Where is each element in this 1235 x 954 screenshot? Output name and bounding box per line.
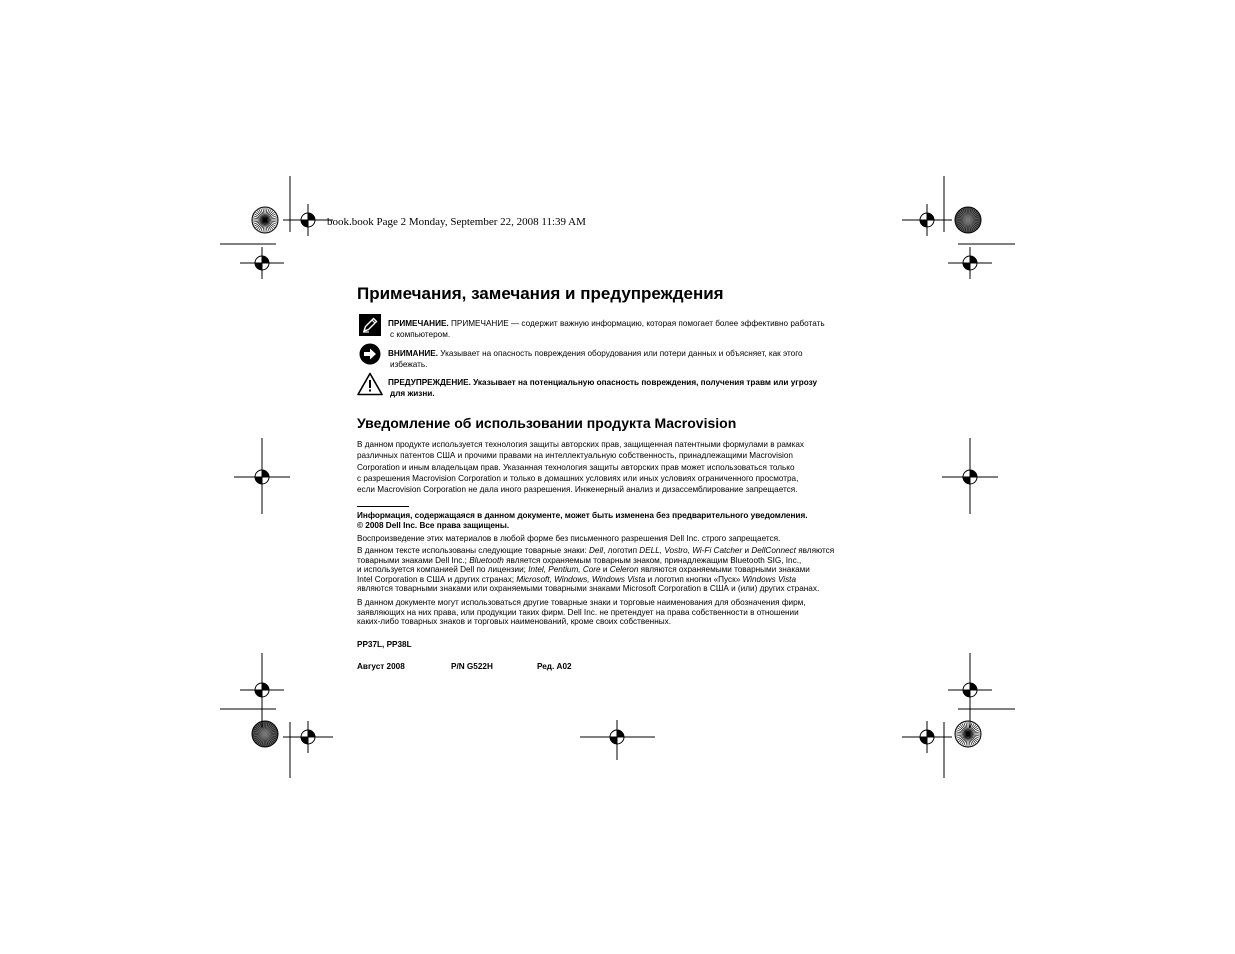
tm-text: являются [795, 546, 835, 555]
page-title: Примечания, замечания и предупреждения [357, 284, 724, 303]
caution-text-2: избежать. [390, 360, 428, 369]
tm-text: являются охраняемыми товарными знаками [638, 565, 810, 575]
warning-label: ПРЕДУПРЕЖДЕНИЕ. [388, 378, 471, 387]
caution-text-1: Указывает на опасность повреждения оборудования или потери данных и объясняет, как этого [440, 349, 803, 358]
trademarks-paragraph [357, 546, 897, 594]
legal-notice-bold [357, 511, 897, 531]
footer-date: Август 2008 [357, 662, 405, 671]
tm-text: товарными знаками Dell Inc.; [357, 555, 470, 565]
tm-line-2 [357, 556, 897, 566]
tm-mark: Intel, Pentium, Core [528, 565, 601, 575]
tm-mark: Microsoft, Windows, Windows Vista [516, 574, 646, 584]
macrovision-line: с разрешения Macrovision Corporation и только в домашних условиях или иных условиях ограниченного просмотра, [357, 473, 799, 483]
note-text-2: с компьютером. [390, 330, 451, 339]
tm-text: и логотип кнопки «Пуск» [645, 574, 743, 584]
note-label: ПРИМЕЧАНИЕ. [388, 319, 449, 328]
macrovision-line: различных патентов США и прочими правами на интеллектуальную собственность, принадлежащими Macrovision [357, 451, 793, 461]
tm-mark: DELL, Vostro, Wi-Fi Catcher [639, 546, 743, 555]
tm-line-1 [357, 546, 897, 556]
tm-mark: DellConnect [751, 546, 796, 555]
other-trademarks-paragraph [357, 598, 897, 627]
tm-mark: Celeron [609, 565, 639, 575]
tm-text: и [600, 565, 610, 575]
tm-text: , логотип [603, 546, 640, 555]
tm-text: В данном тексте использованы следующие товарные знаки: [357, 546, 589, 555]
reproduction-text: Воспроизведение этих материалов в любой форме без письменного разрешения Dell Inc. строго запрещается. [357, 534, 781, 543]
caution-notice [388, 348, 898, 370]
macrovision-line: Corporation и иным владельцам прав. Указанная технология защиты авторских прав может использоваться только [357, 462, 795, 472]
warning-triangle-icon [357, 372, 383, 396]
tm-mark: Windows Vista [742, 574, 797, 584]
macrovision-line: В данном продукте используется технология защиты авторских прав, защищенная патентными формулами в рамках [357, 440, 805, 449]
note-notice [388, 318, 898, 340]
macrovision-paragraph [357, 439, 897, 495]
note-text-1: ПРИМЕЧАНИЕ — содержит важную информацию, которая помогает более эффективно работать [451, 319, 825, 328]
copyright: © 2008 Dell Inc. Все права защищены. [357, 521, 510, 530]
footer-revision: Ред. A02 [537, 662, 572, 671]
change-notice: Информация, содержащаяся в данном документе, может быть изменена без предварительного уведомления. [357, 511, 808, 520]
tm-text: является охраняемым товарным знаком, принадлежащим Bluetooth SIG, Inc., [503, 555, 802, 565]
pencil-note-icon [359, 314, 381, 336]
warning-notice [388, 377, 898, 399]
other-tm-line: В данном документе могут использоваться другие товарные знаки и торговые наименования для обозначения фирм, [357, 598, 806, 607]
macrovision-heading: Уведомление об использовании продукта Macrovision [357, 415, 737, 431]
footer-part-number: P/N G522H [451, 662, 493, 671]
tm-text: Intel Corporation в США и других странах; [357, 574, 517, 584]
tm-line-3 [357, 565, 897, 575]
print-header: book.book Page 2 Monday, September 22, 2008 11:39 AM [327, 216, 586, 228]
warning-text-1: Указывает на потенциальную опасность повреждения, получения травм или угрозу [473, 378, 818, 387]
model-numbers: PP37L, PP38L [357, 640, 412, 649]
tm-text: и [742, 546, 752, 555]
tm-line-5: являются товарными знаками или охраняемыми товарными знаками Microsoft Corporation в США и (или) других странах. [357, 584, 820, 594]
macrovision-line: если Macrovision Corporation не дала иного разрешения. Инженерный анализ и дизассемблирование запрещается. [357, 485, 798, 495]
notice-arrow-icon [359, 343, 381, 365]
reproduction-notice [357, 533, 897, 544]
tm-text: и используется компанией Dell по лицензии; [357, 565, 529, 575]
tm-mark: Bluetooth [469, 555, 504, 565]
tm-line-4 [357, 575, 897, 585]
other-tm-line: заявляющих на них права, или продукции таких фирм. Dell Inc. не претендует на права собственности в отношении [357, 607, 799, 617]
other-tm-line: каких-либо товарных знаков и торговых наименований, кроме своих собственных. [357, 617, 671, 627]
warning-text-2: для жизни. [390, 389, 435, 398]
tm-mark: Dell [589, 546, 604, 555]
divider [357, 506, 409, 507]
caution-label: ВНИМАНИЕ. [388, 349, 438, 358]
